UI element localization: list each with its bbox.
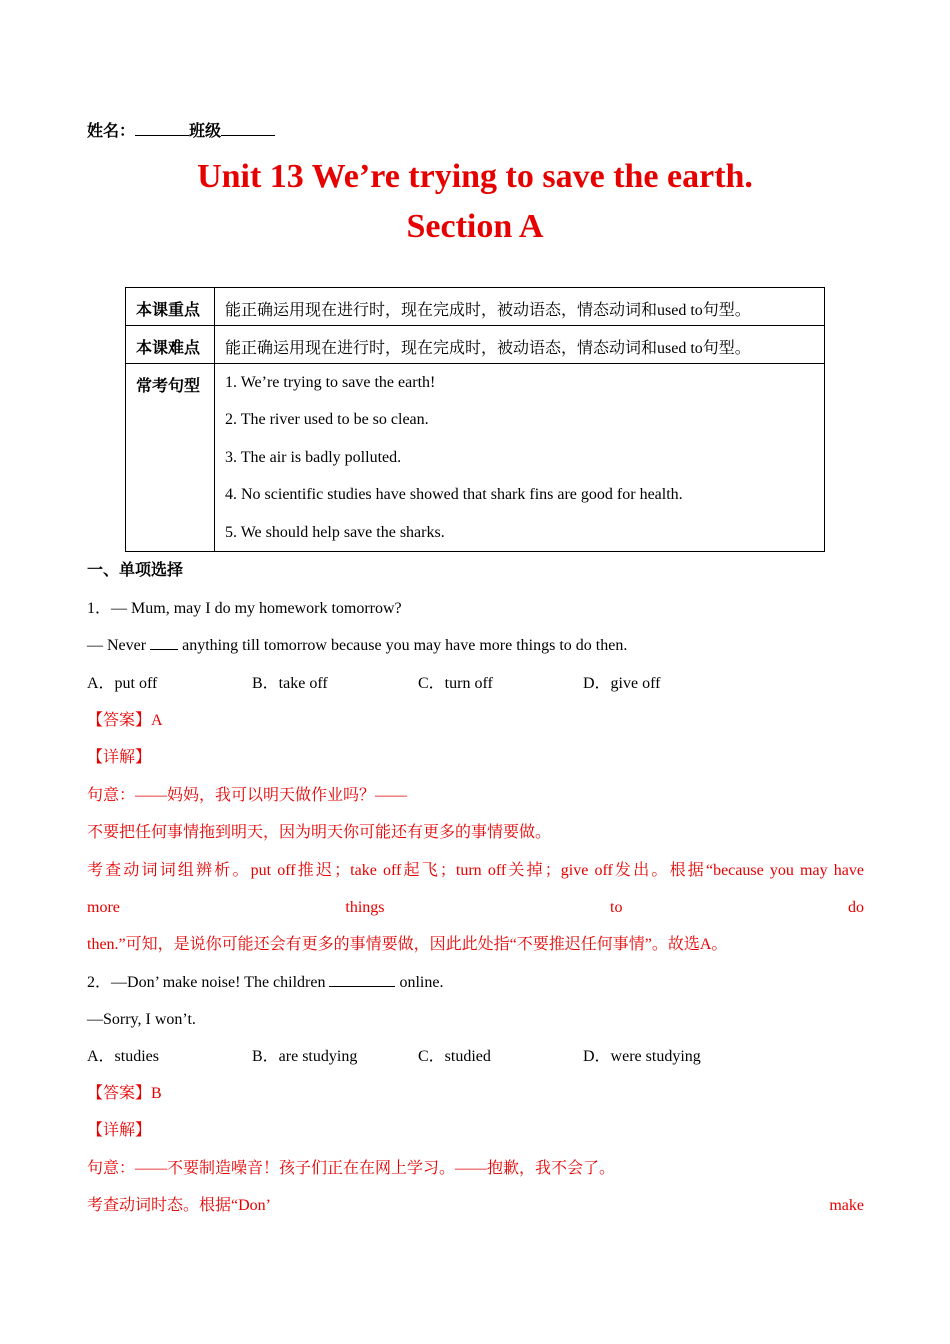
question-2-detail-label: 【详解】	[87, 1122, 152, 1139]
question-1-prompt-end: anything till tomorrow because you may have more things to do then.	[182, 637, 628, 654]
analysis-end: make	[829, 1197, 864, 1214]
pattern-item: 3. The air is badly polluted.	[225, 448, 402, 466]
question-2-option-d[interactable]: D．were studying	[583, 1048, 701, 1065]
patterns-row	[126, 364, 825, 552]
pattern-item: 5. We should help save the sharks.	[225, 523, 445, 541]
section-title: Section A	[406, 208, 544, 245]
focus-text: 能正确运用现在进行时，现在完成时，被动语态，情态动词和used to句型。	[215, 288, 825, 326]
question-2-line2: —Sorry, I won’t.	[87, 1011, 196, 1028]
question-1-option-c[interactable]: C．turn off	[418, 675, 493, 692]
section-heading: 一、单项选择	[87, 562, 184, 579]
analysis-word: more	[87, 899, 120, 916]
question-2-option-c[interactable]: C．studied	[418, 1048, 491, 1065]
difficulty-row	[126, 326, 825, 364]
question-1-option-d[interactable]: D．give off	[583, 675, 661, 692]
name-blank[interactable]	[135, 135, 189, 136]
question-1-option-a[interactable]: A．put off	[87, 675, 158, 692]
question-1-analysis-1: 考查动词词组辨析。put off推迟；take off起飞；turn off关掉；give off发出。根据“because you may have	[87, 862, 864, 879]
pattern-item: 2. The river used to be so clean.	[225, 411, 429, 429]
focus-row	[126, 288, 825, 326]
question-1-detail-label: 【详解】	[87, 749, 152, 766]
class-label: 班级	[189, 123, 222, 140]
question-1-line1	[87, 599, 402, 619]
class-blank[interactable]	[221, 135, 275, 136]
question-1-meaning-2: 不要把任何事情拖到明天，因为明天你可能还有更多的事情要做。	[87, 824, 552, 841]
question-1-blank[interactable]	[150, 649, 178, 650]
focus-label: 本课重点	[126, 288, 215, 326]
question-1-analysis-2	[87, 898, 864, 918]
analysis-word: to	[610, 899, 623, 916]
question-2-option-b[interactable]: B．are studying	[252, 1048, 358, 1065]
lesson-info-table	[125, 287, 825, 552]
question-2-line1	[87, 973, 443, 993]
pattern-item: 4. No scientific studies have showed that shark fins are good for health.	[225, 486, 683, 504]
difficulty-text: 能正确运用现在进行时，现在完成时，被动语态，情态动词和used to句型。	[215, 326, 825, 364]
analysis-word: do	[848, 899, 864, 916]
question-2-blank[interactable]	[329, 986, 395, 987]
question-2-number: 2．	[87, 974, 112, 991]
student-info-line	[87, 122, 275, 142]
question-2-prompt-start: —Don’ make noise! The children	[111, 974, 326, 991]
patterns-list	[215, 364, 825, 552]
pattern-item: 1. We’re trying to save the earth!	[225, 374, 436, 391]
patterns-label: 常考句型	[126, 364, 215, 552]
question-1-prompt: — Mum, may I do my homework tomorrow?	[111, 600, 402, 617]
question-1-option-b[interactable]: B．take off	[252, 675, 328, 692]
question-2-option-a[interactable]: A．studies	[87, 1048, 160, 1065]
question-1-number: 1．	[87, 600, 112, 617]
question-1-meaning-1: 句意：——妈妈，我可以明天做作业吗？——	[87, 787, 408, 804]
question-1-answer: 【答案】A	[87, 712, 163, 729]
question-2-meaning-1: 句意：——不要制造噪音！孩子们正在在网上学习。——抱歉，我不会了。	[87, 1160, 616, 1177]
analysis-word: things	[345, 899, 385, 916]
question-1-line2	[87, 636, 627, 656]
question-1-analysis-3: then.”可知，是说你可能还会有更多的事情要做，因此此处指“不要推迟任何事情”。故选A。	[87, 936, 728, 953]
question-1-prompt-start: — Never	[87, 637, 147, 654]
question-2-answer: 【答案】B	[87, 1085, 162, 1102]
difficulty-label: 本课难点	[126, 326, 215, 364]
unit-title: Unit 13 We’re trying to save the earth.	[197, 158, 753, 195]
question-2-analysis	[87, 1196, 864, 1216]
question-2-prompt-end: online.	[399, 974, 444, 991]
analysis-start: 考查动词时态。根据“Don’	[87, 1197, 271, 1214]
name-label: 姓名：	[87, 123, 136, 140]
